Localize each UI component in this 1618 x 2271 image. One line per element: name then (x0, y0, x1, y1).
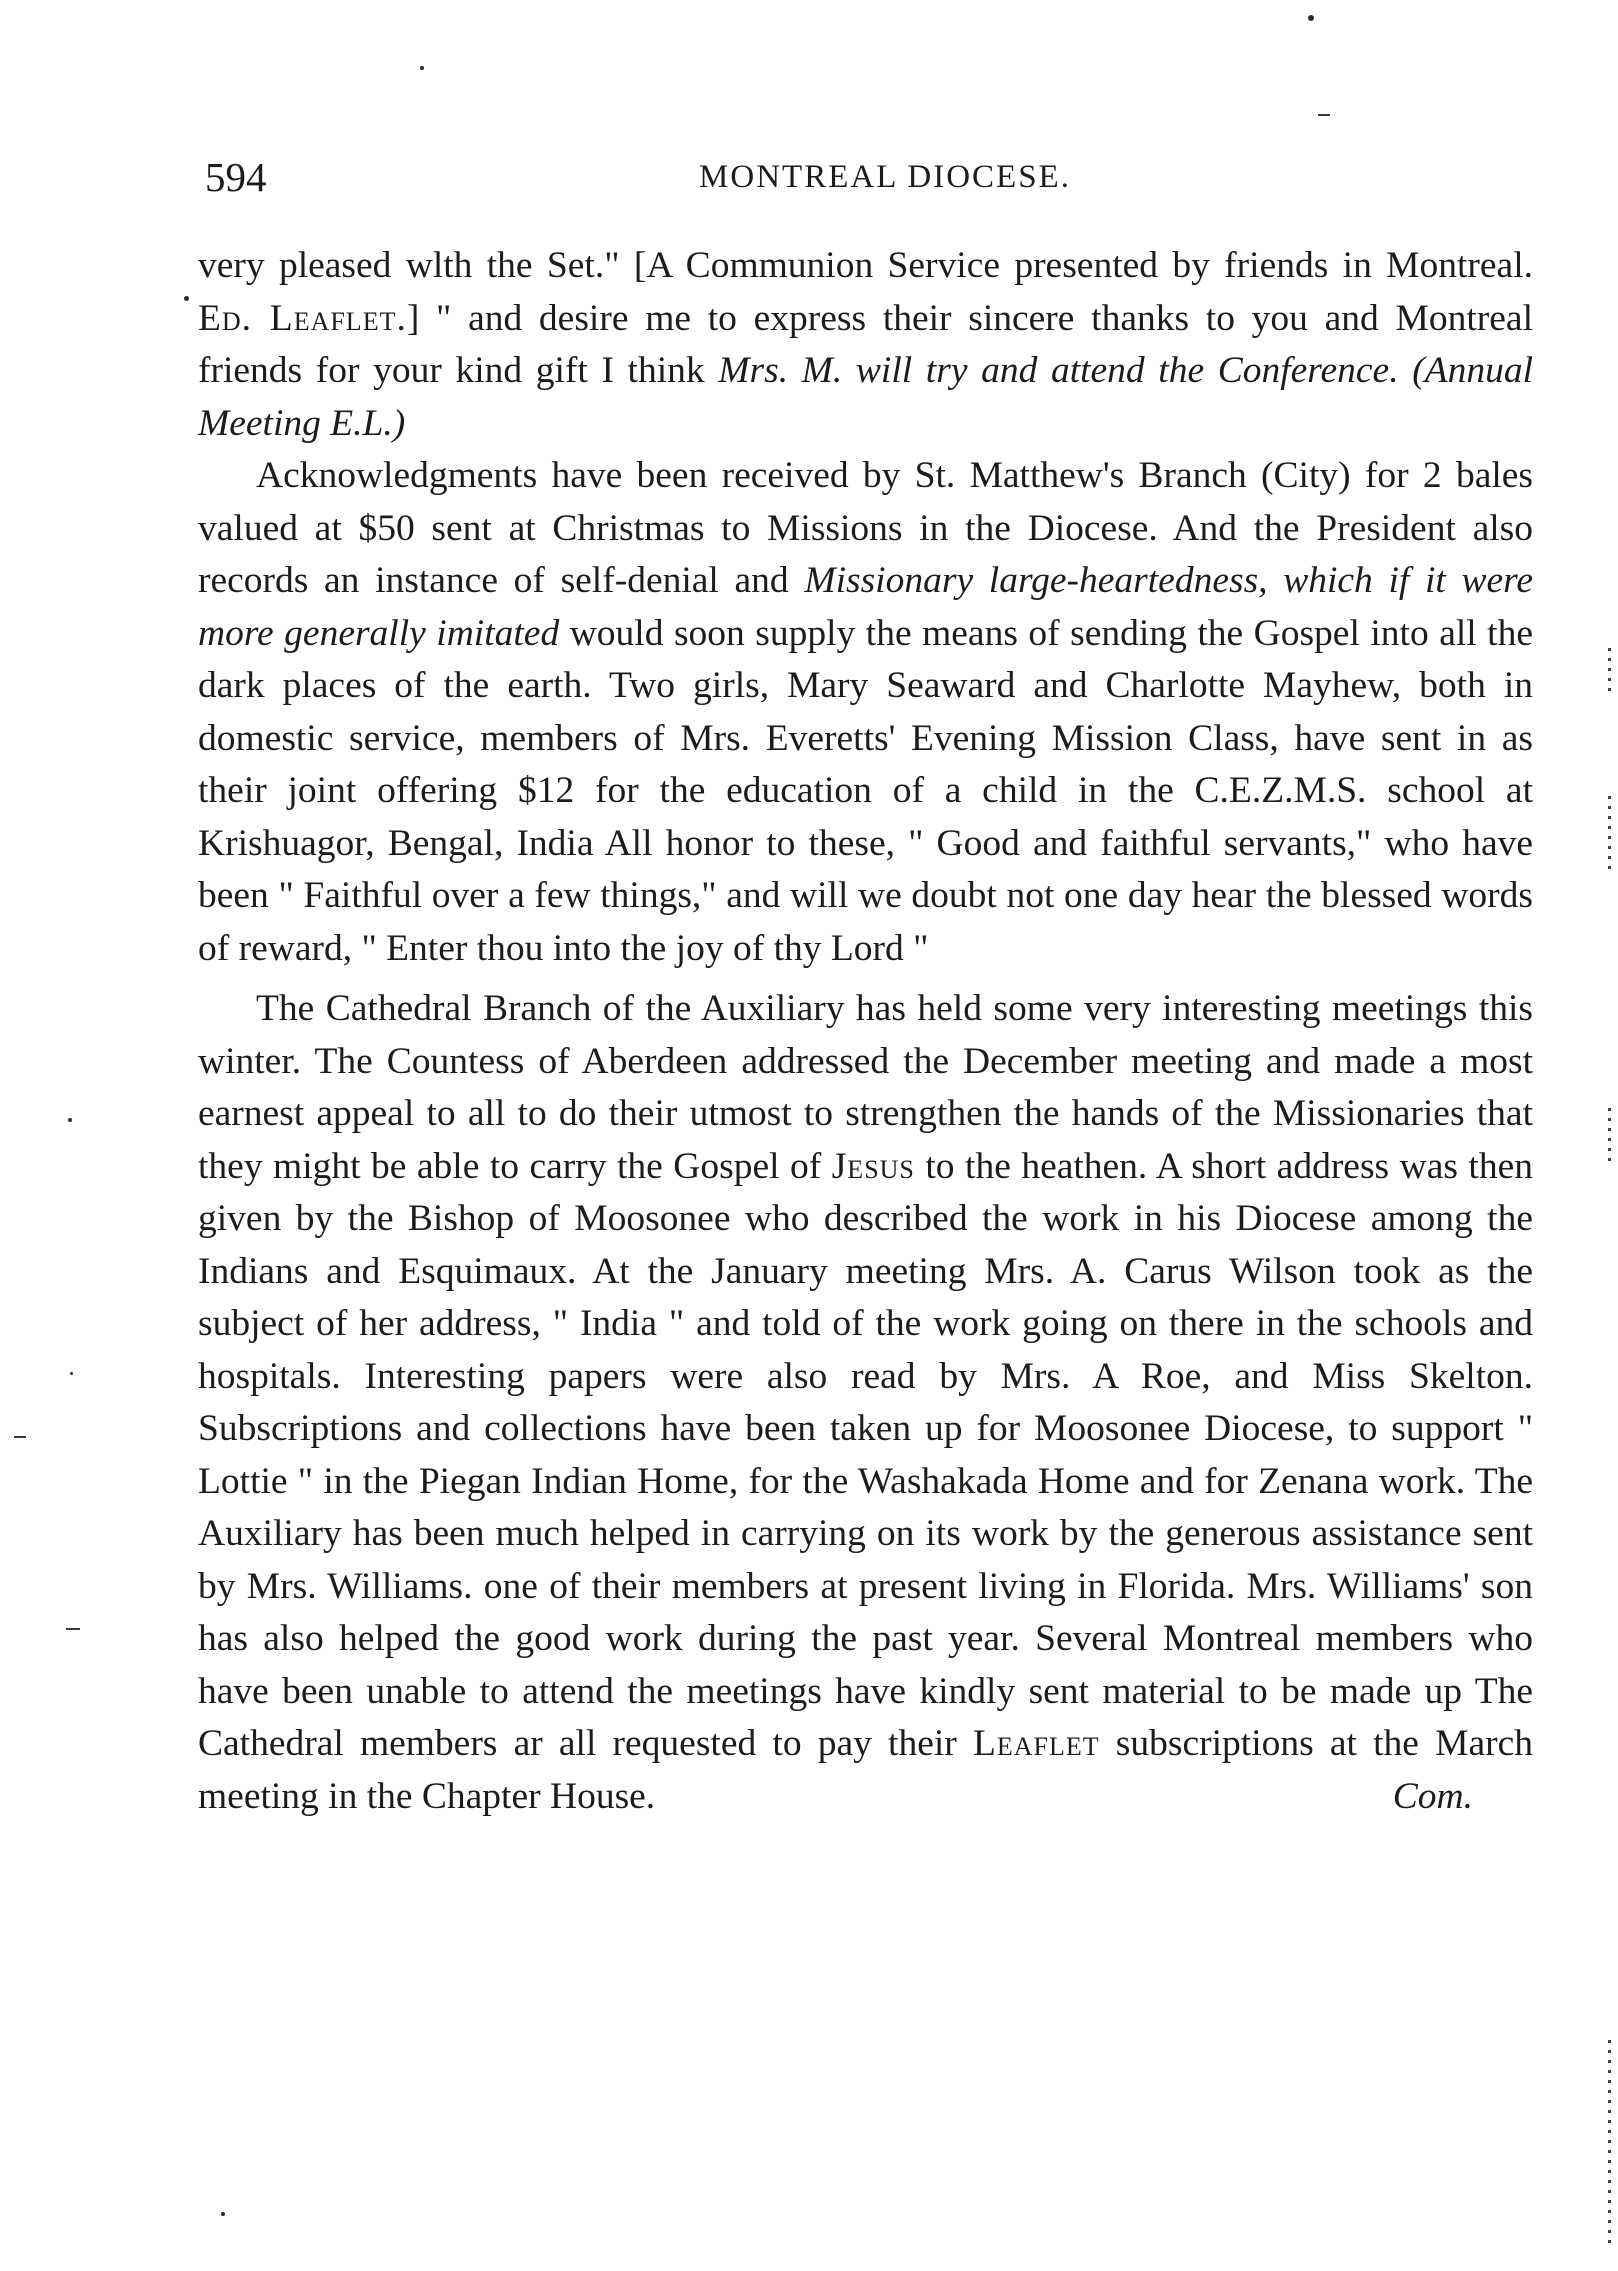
paragraph-2 (198, 450, 1533, 975)
scan-edge-marks (1608, 796, 1611, 876)
scan-edge-marks (1608, 648, 1611, 696)
scan-speck (14, 1436, 26, 1438)
text-segment: Acknowledgments have been received by St. Matthew's Branch (City) for 2 bales valued at $50 sent at Christmas to Missions in the Diocese. And the President also records an instance of self-denial and (198, 455, 1533, 601)
text-segment: ] " and desire me to express their sincere thanks to you and Montreal friends for your kind gift I think (198, 297, 1533, 391)
text-segment: would soon supply the means of sending the Gospel into all the dark places of the earth. Two girls, Mary Seaward and Charlotte Mayhew, both in domestic service, members of Mrs. Everetts' Evening Mission Class, have sent in as their joint offering $12 for the education of a child in the C.E.Z.M.S. school at Krishuagor, Bengal, India All honor to these, " Good and faithful servants," who have been " Faithful over a few things," and will we doubt not one day hear the blessed words of reward, " Enter thou into the joy of thy Lord " (198, 612, 1533, 969)
text-segment: to the heathen. A short address was then given by the Bishop of Moosonee who described the work in his Diocese among the Indians and Esquimaux. At the January meeting Mrs. A. Carus Wilson took as the subject of her address, " India " and told of the work going on there in the schools and hospitals. Interesting papers were also read by Mrs. A Roe, and Miss Skelton. Subscriptions and collections have been taken up for Moosonee Diocese, to support " Lottie " in the Piegan Indian Home, for the Washakada Home and for Zenana work. The Auxiliary has been much helped in carrying on its work by the generous assistance sent by Mrs. Williams. one of their members at present living in Florida. Mrs. Williams' son has also helped the good work during the past year. Several Montreal members who have been unable to attend the meetings have kindly sent material to be made up The Cathedral members ar all requested to pay their (198, 1145, 1533, 1764)
scan-speck (70, 1372, 73, 1375)
page-header (205, 147, 1525, 207)
text-segment: The Cathedral Branch of the Auxiliary has held some very interesting meetings this winter. The Countess of Aberdeen addressed the December meeting and made a most earnest appeal to all to do their utmost to strengthen the hands of the Missionaries that they might be able to carry the Gospel of (198, 988, 1533, 1187)
text-segment: very pleased wlth the Set." [A Communion Service presented by friends in Montreal. (198, 245, 1533, 286)
scan-speck (221, 2212, 225, 2216)
scan-speck (184, 296, 189, 301)
paragraph-3 (198, 983, 1533, 1823)
scan-edge-marks (1608, 1108, 1611, 1164)
scan-edge-marks (1608, 2040, 1611, 2250)
paragraph-1 (198, 240, 1533, 450)
scan-speck (68, 1118, 72, 1122)
article-body (198, 240, 1533, 1823)
running-head: MONTREAL DIOCESE. (699, 159, 1071, 195)
leaflet-editor-note: Ed. Leaflet. (198, 297, 407, 339)
page-number: 594 (205, 154, 267, 200)
italic-segment: Missionary large-heartedness, which if it were more generally imitated (198, 560, 1534, 654)
scan-speck (420, 66, 424, 70)
scan-speck (1318, 114, 1330, 116)
italic-segment: Mrs. M. will try and attend the Conference. (Annual Meeting E.L.) (198, 350, 1534, 444)
scan-speck (1308, 15, 1314, 21)
small-caps-segment: Jesus (831, 1145, 915, 1187)
text-segment: subscriptions at the March meeting in the Chapter House. (198, 1723, 1533, 1817)
small-caps-segment: Leaflet (972, 1723, 1100, 1764)
scan-speck (66, 1628, 80, 1630)
signoff: Com. (1392, 1775, 1473, 1817)
